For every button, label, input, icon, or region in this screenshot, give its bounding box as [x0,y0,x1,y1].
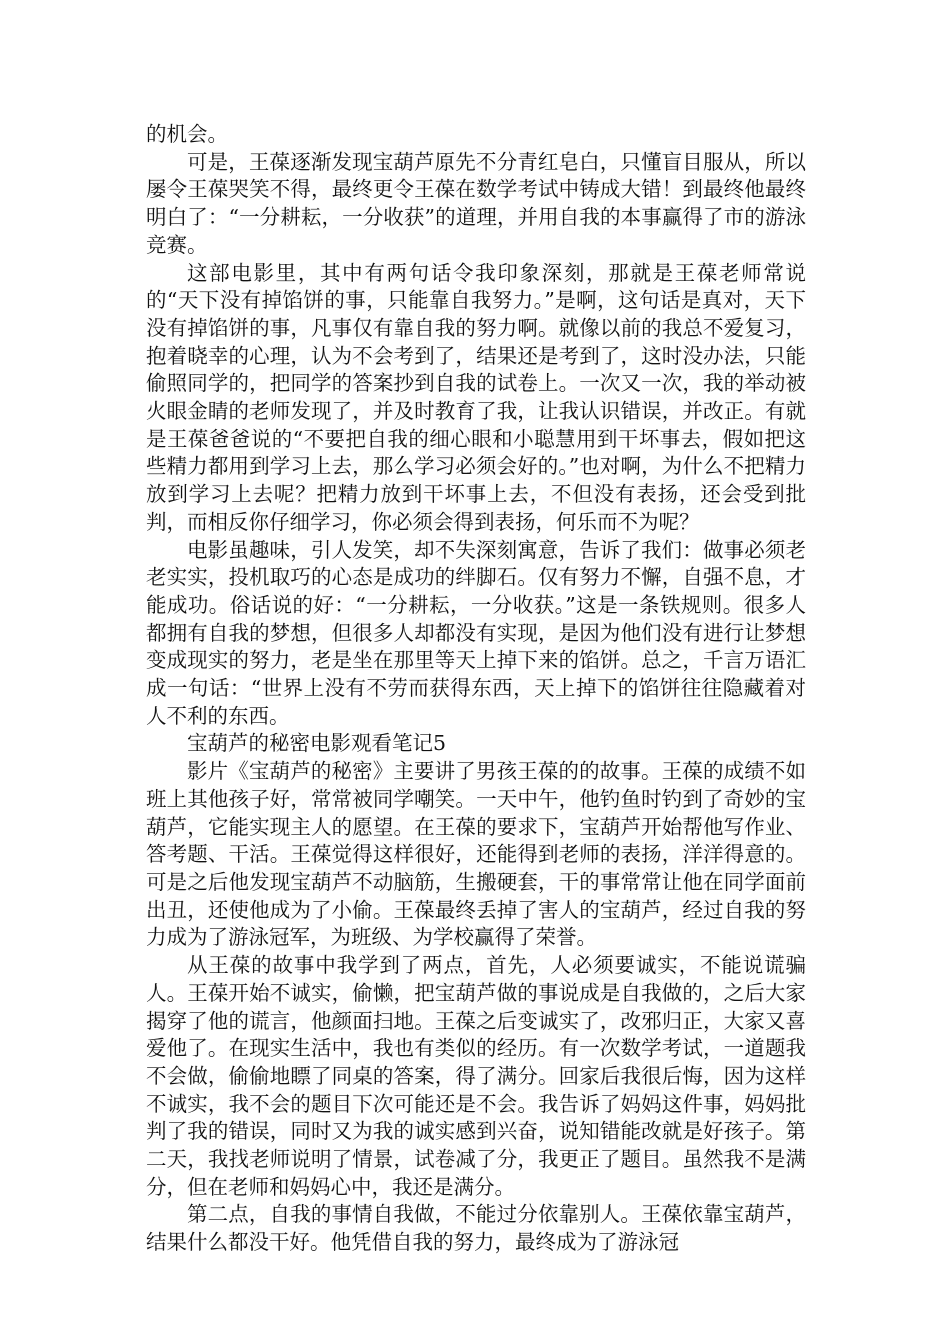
section-heading-note-5: 宝葫芦的秘密电影观看笔记5 [187,731,447,756]
paragraph-honesty-lesson: 从王葆的故事中我学到了两点，首先，人必须要诚实，不能说谎骗人。王葆开始不诚实，偷懒，把宝葫芦做的事说成是自我做的，之后大家揭穿了他的谎言，他颜面扫地。王葆之后变诚实了，改邪归正，大家又喜爱他了。在现实生活中，我也有类似的经历。有一次数学考试，一道题我不会做，偷偷地瞟了同桌的答案，得了满分。回家后我很后悔，因为这样不诚实，我不会的题目下次可能还是不会。我告诉了妈妈这件事，妈妈批判了我的错误，同时又为我的诚实感到兴奋，说知错能改就是好孩子。第二天，我找老师说明了情景，试卷减了分，我更正了题目。虽然我不是满分，但在老师和妈妈心中，我还是满分。 [146,953,806,1199]
paragraph-continuation: 的机会。 [146,122,228,146]
document-page [146,121,806,1257]
paragraph-memorable-quotes: 这部电影里，其中有两句话令我印象深刻，那就是王葆老师常说的“天下没有掉馅饼的事，只能靠自我努力。”是啊，这句话是真对，天下没有掉馅饼的事，凡事仅有靠自我的努力啊。就像以前的我总不爱复习，抱着晓幸的心理，认为不会考到了，结果还是考到了，这时没办法，只能偷照同学的，把同学的答案抄到自我的试卷上。一次又一次，我的举动被火眼金睛的老师发现了，并及时教育了我，让我认识错误，并改正。有就是王葆爸爸说的“不要把自我的细心眼和小聪慧用到干坏事去，假如把这些精力都用到学习上去，那么学习必须会好的。”也对啊，为什么不把精力放到学习上去呢？把精力放到干坏事上去，不但没有表扬，还会受到批判，而相反你仔细学习，你必须会得到表扬，何乐而不为呢？ [146,260,806,534]
paragraph-film-summary: 影片《宝葫芦的秘密》主要讲了男孩王葆的的故事。王葆的成绩不如班上其他孩子好，常常被同学嘲笑。一天中午，他钓鱼时钓到了奇妙的宝葫芦，它能实现主人的愿望。在王葆的要求下，宝葫芦开始帮他写作业、答考题、干活。王葆觉得这样很好，还能得到老师的表扬，洋洋得意的。可是之后他发现宝葫芦不动脑筋，生搬硬套，干的事常常让他在同学面前出丑，还使他成为了小偷。王葆最终丢掉了害人的宝葫芦，经过自我的努力成为了游泳冠军，为班级、为学校赢得了荣誉。 [146,759,806,950]
paragraph-wangbao-realization: 可是，王葆逐渐发现宝葫芦原先不分青红皂白，只懂盲目服从，所以屡令王葆哭笑不得，最终更令王葆在数学考试中铸成大错！到最终他最终明白了：“一分耕耘，一分收获”的道理，并用自我的本事赢得了市的游泳竞赛。 [146,149,806,257]
paragraph-self-reliance-lesson: 第二点，自我的事情自我做，不能过分依靠别人。王葆依靠宝葫芦，结果什么都没干好。他凭借自我的努力，最终成为了游泳冠 [146,1202,806,1255]
paragraph-film-meaning: 电影虽趣味，引人发笑，却不失深刻寓意，告诉了我们：做事必须老老实实，投机取巧的心态是成功的绊脚石。仅有努力不懈，自强不息，才能成功。俗话说的好：“一分耕耘，一分收获。”这是一条铁规则。很多人都拥有自我的梦想，但很多人却都没有实现，是因为他们没有进行让梦想变成现实的努力，老是坐在那里等天上掉下来的馅饼。总之，千言万语汇成一句话：“世界上没有不劳而获得东西，天上掉下的馅饼往往隐藏着对人不利的东西。 [146,537,806,728]
